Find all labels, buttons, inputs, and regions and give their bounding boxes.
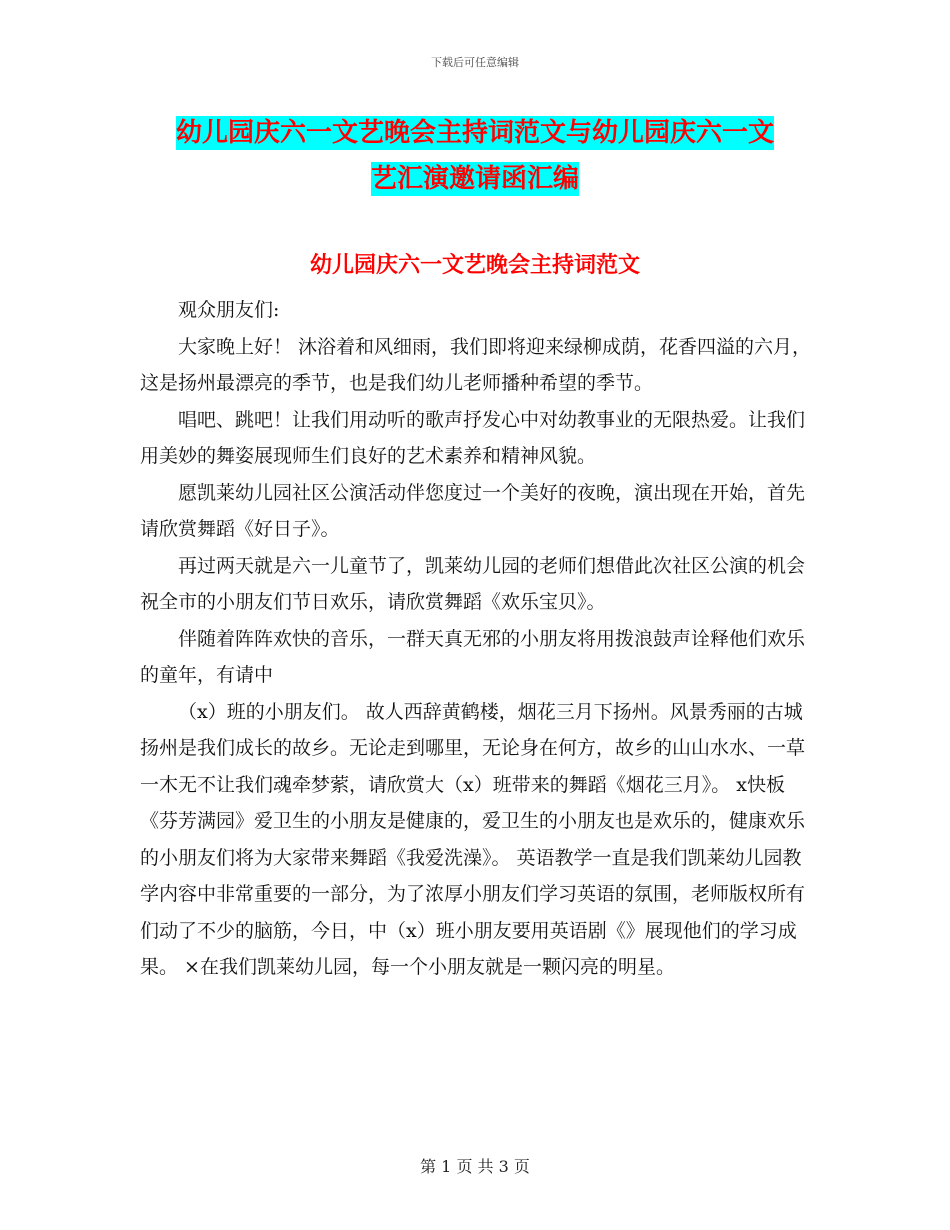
- document-title-line-2: 艺汇演邀请函汇编: [370, 164, 579, 194]
- header-note: 下载后可任意编辑: [431, 56, 519, 69]
- body-text: [140, 292, 815, 986]
- paragraph: 再过两天就是六一儿童节了，凯莱幼儿园的老师们想借此次社区公演的机会祝全市的小朋友们节日欢乐，请欣赏舞蹈《欢乐宝贝》。: [140, 554, 806, 613]
- paragraph: 伴随着阵阵欢快的音乐，一群天真无邪的小朋友将用拨浪鼓声诠释他们欢乐的童年，有请中: [140, 627, 806, 686]
- paragraph-greeting: 观众朋友们:: [178, 299, 280, 321]
- section-title: 幼儿园庆六一文艺晚会主持词范文: [309, 252, 640, 278]
- page-footer: 第 1 页 共 3 页: [420, 1157, 530, 1176]
- paragraph: （x）班的小朋友们。 故人西辞黄鹤楼，烟花三月下扬州。风景秀丽的古城扬州是我们成长的故乡。无论走到哪里，无论身在何方，故乡的山山水水、一草一木无不让我们魂牵梦萦，请欣赏大（x）班带来的舞蹈《烟花三月》。 x快板《芬芳满园》爱卫生的小朋友是健康的，爱卫生的小朋友也是欢乐的，健康欢乐的小朋友们将为大家带来舞蹈《我爱洗澡》。 英语教学一直是我们凯莱幼儿园教学内容中非常重要的一部分，为了浓厚小朋友们学习英语的氛围，老师版权所有们动了不少的脑筋，今日，中（x）班小朋友要用英语剧《》展现他们的学习成果。 ×在我们凯莱幼儿园，每一个小朋友就是一颗闪亮的明星。: [140, 700, 806, 978]
- paragraph: 大家晚上好！ 沐浴着和风细雨，我们即将迎来绿柳成荫，花香四溢的六月，这是扬州最漂亮的季节，也是我们幼儿老师播种希望的季节。: [140, 335, 812, 394]
- paragraph: 唱吧、跳吧！让我们用动听的歌声抒发心中对幼教事业的无限热爱。让我们用美妙的舞姿展现师生们良好的艺术素养和精神风貌。: [140, 408, 806, 467]
- document-title-line-1: 幼儿园庆六一文艺晚会主持词范文与幼儿园庆六一文: [175, 118, 774, 148]
- document-title: [150, 110, 800, 202]
- paragraph: 愿凯莱幼儿园社区公演活动伴您度过一个美好的夜晚，演出现在开始，首先请欣赏舞蹈《好日子》。: [140, 481, 806, 540]
